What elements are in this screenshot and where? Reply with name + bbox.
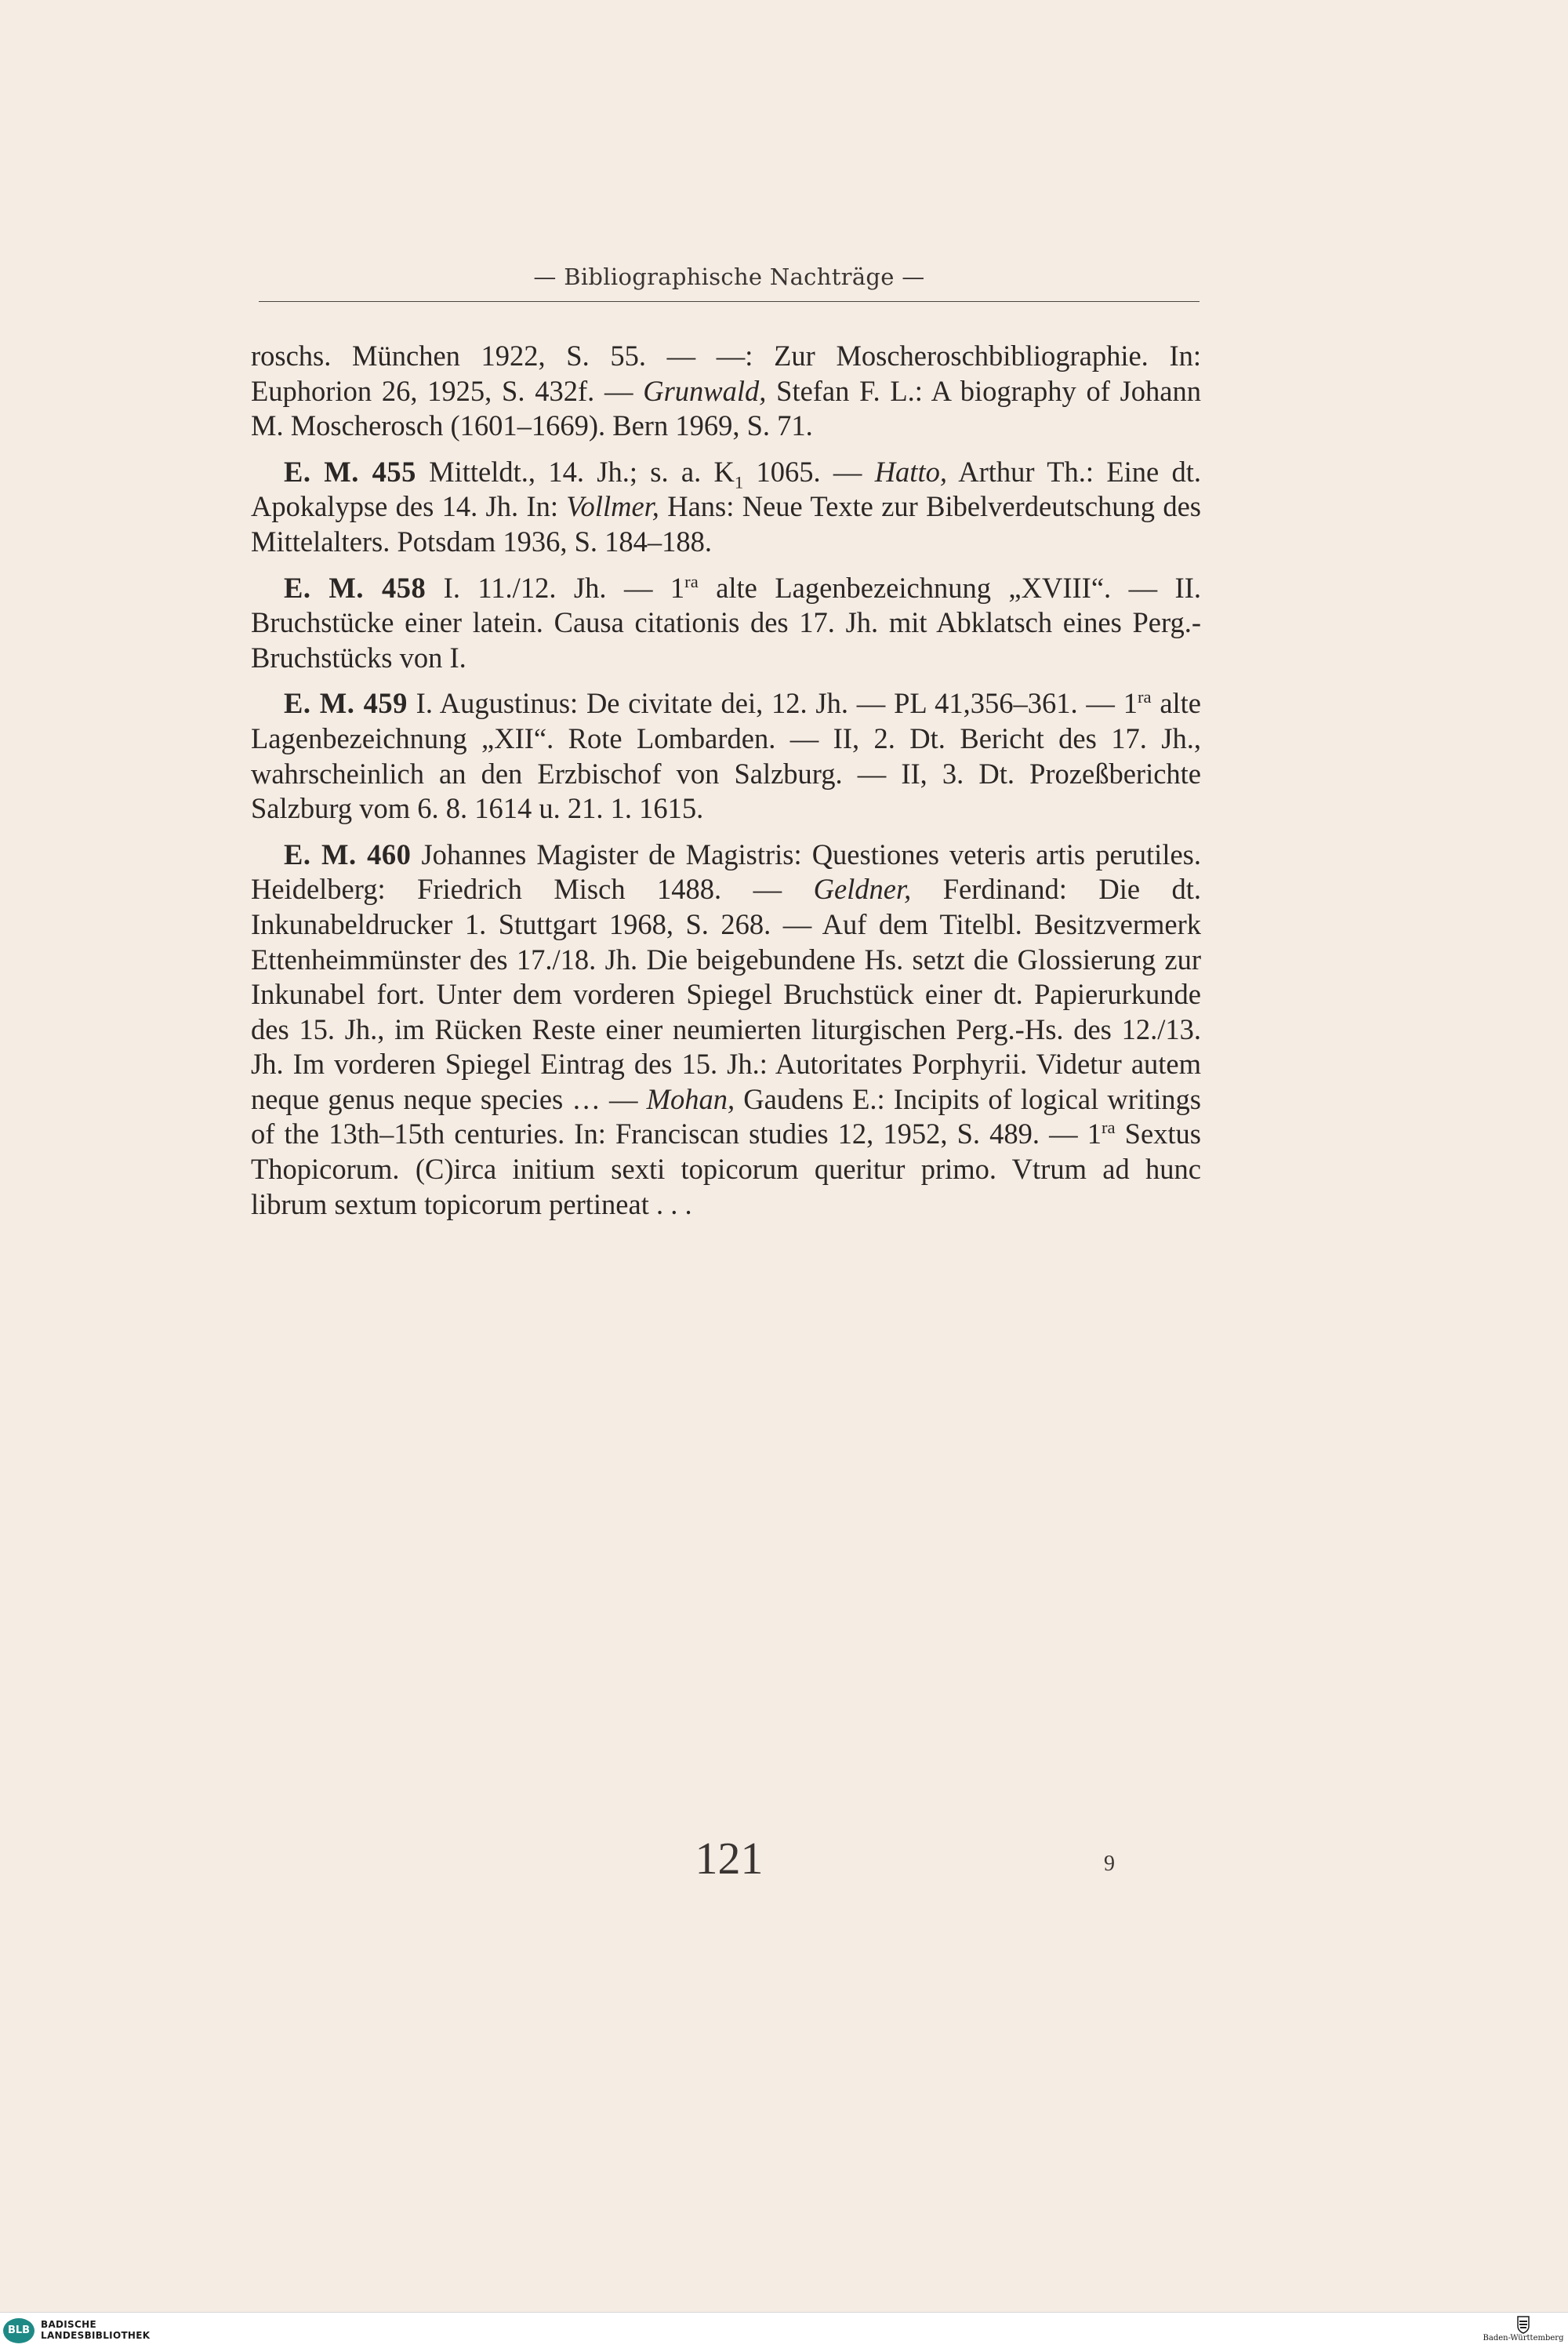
- text-segment: Arthur Th.: Eine dt. Apokalypse des 14. Jh. In:: [251, 455, 1202, 523]
- author-name: Hatto,: [874, 455, 947, 488]
- text-body: [251, 339, 1201, 1233]
- text-segment: Hans: Neue Texte zur Bibelverdeutschung des Mittelalters. Potsdam 1936, S. 184–188.: [251, 490, 1201, 558]
- entry-em-460: [251, 838, 1201, 1223]
- text-segment: Gaudens E.: Incipits of logical writings of the 13th–15th centuries. In: Franciscan studies 12, 1952, S. 489. — 1: [251, 1082, 1201, 1150]
- text-segment: Mitteldt., 14. Jh.; s. a. K: [416, 455, 735, 488]
- page-number: 121: [695, 1833, 764, 1884]
- superscript: ra: [1137, 687, 1152, 707]
- text-segment: Ferdinand: Die dt. Inkunabeldrucker 1. Stuttgart 1968, S. 268. — Auf dem Titelbl. Besitzvermerk Ettenheimmünster des 17./18. Jh. Die beigebundene Hs. setzt die Glossierung zur Inkunabel fort. Unter dem vorderen Spiegel Bruchstück einer dt. Papierurkunde des 15. Jh., im Rücken Reste einer neumierten liturgischen Perg.-Hs. des 12./13. Jh. Im vorderen Spiegel Eintrag des 15. Jh.: Autoritates Porphyrii. Videtur autem neque genus neque species … —: [251, 873, 1202, 1115]
- entry-em-459: [251, 686, 1201, 826]
- subscript: 1: [734, 472, 744, 492]
- blb-logo-icon[interactable]: BLB: [3, 2318, 34, 2343]
- entry-siglum: E. M. 458: [284, 571, 426, 604]
- text-segment: I. Augustinus: De civitate dei, 12. Jh. — PL 41,356–361. — 1: [407, 687, 1138, 720]
- entry-siglum: E. M. 460: [284, 838, 412, 871]
- library-name-line2: LANDESBIBLIOTHEK: [41, 2330, 151, 2341]
- running-head: — Bibliographische Nachträge —: [533, 264, 925, 290]
- signature-number: 9: [1104, 1852, 1115, 1876]
- state-logo[interactable]: [1480, 2315, 1566, 2343]
- text-segment: Sextus Thopicorum. (C)irca initium sexti topicorum queritur primo. Vtrum ad hunc librum sextum topicorum pertineat . . .: [251, 1118, 1201, 1220]
- footer-bar: [0, 2312, 1568, 2348]
- author-name: Grunwald,: [643, 374, 767, 407]
- author-name: Geldner,: [813, 873, 912, 906]
- paragraph-continuation: [251, 339, 1201, 444]
- coat-of-arms-icon: [1516, 2315, 1530, 2334]
- state-label: Baden-Württemberg: [1483, 2334, 1564, 2343]
- superscript: ra: [684, 571, 699, 591]
- entry-siglum: E. M. 459: [284, 687, 408, 720]
- text-segment: alte Lagenbezeichnung „XII“. Rote Lombarden. — II, 2. Dt. Bericht des 17. Jh., wahrscheinlich an den Erzbischof von Salzburg. — II, 3. Dt. Prozeßberichte Salzburg vom 6. 8. 1614 u. 21. 1. 1615.: [251, 687, 1202, 825]
- author-name: Vollmer,: [566, 490, 659, 523]
- author-name: Mohan,: [646, 1082, 735, 1115]
- text-segment: 1065. —: [743, 455, 875, 488]
- text-segment: alte Lagenbezeichnung „XVIII“. — II. Bruchstücke einer latein. Causa citationis des 17. Jh. mit Abklatsch eines Perg.-Bruchstücks von I.: [251, 571, 1201, 674]
- header-rule: [259, 301, 1200, 302]
- text-segment: Stefan F. L.: A biography of Johann M. Moscherosch (1601–1669). Bern 1969, S. 71.: [251, 374, 1202, 442]
- text-segment: I. 11./12. Jh. — 1: [426, 571, 685, 604]
- library-name[interactable]: [41, 2319, 150, 2341]
- library-name-line1: BADISCHE: [41, 2319, 96, 2330]
- entry-em-455: [251, 455, 1201, 560]
- text-segment: Johannes Magister de Magistris: Questiones veteris artis perutiles. Heidelberg: Friedrich Misch 1488. —: [251, 838, 1201, 906]
- text-segment: roschs. München 1922, S. 55. — —: Zur Moscheroschbibliographie. In: Euphorion 26, 1925, S. 432f. —: [251, 340, 1201, 407]
- superscript: ra: [1101, 1118, 1116, 1138]
- entry-siglum: E. M. 455: [284, 455, 416, 488]
- entry-em-458: [251, 571, 1201, 676]
